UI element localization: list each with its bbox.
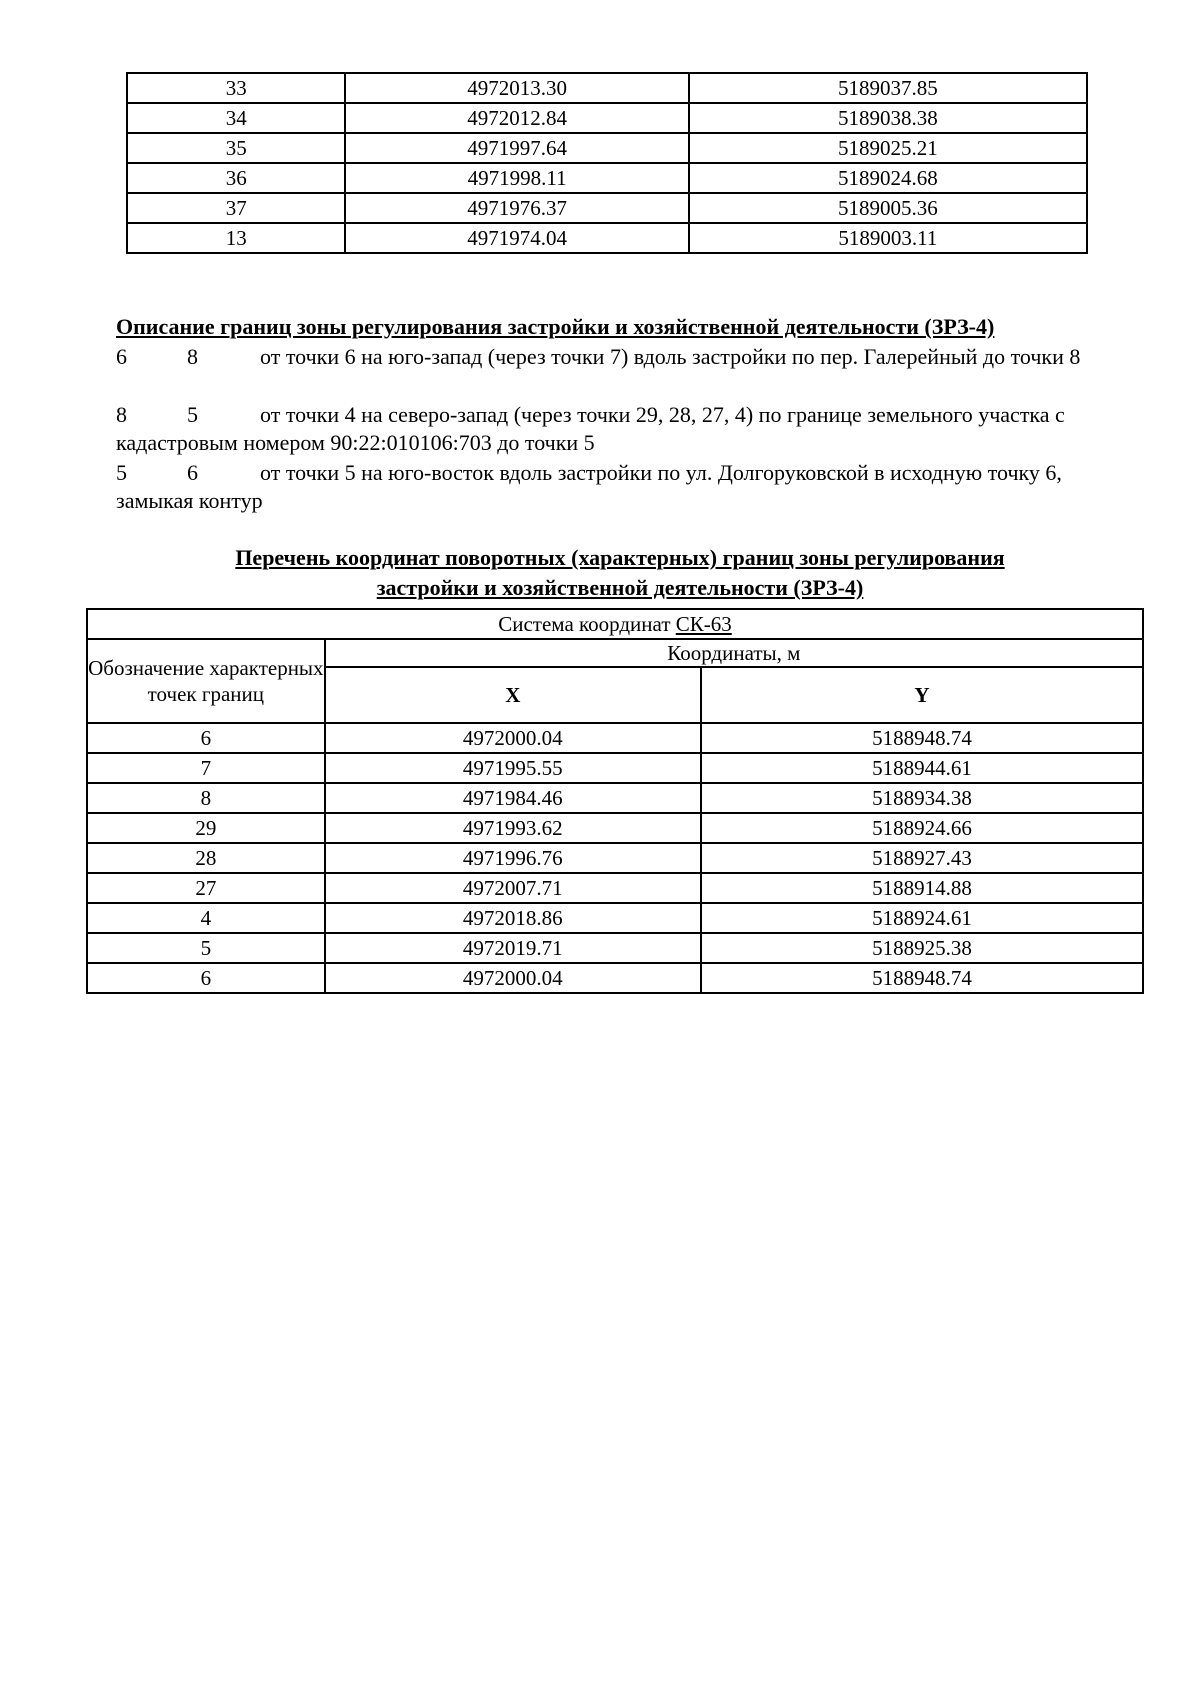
description-text: от точки 6 на юго-запад (через точки 7) вдоль застройки по пер. Галерейный до точки 8 bbox=[260, 344, 1081, 369]
y-cell: 5189003.11 bbox=[689, 223, 1087, 253]
description-row bbox=[116, 459, 1106, 515]
point-cell: 5 bbox=[87, 933, 325, 963]
y-cell: 5188925.38 bbox=[701, 933, 1143, 963]
point-cell: 4 bbox=[87, 903, 325, 933]
x-cell: 4971998.11 bbox=[345, 163, 688, 193]
y-cell: 5189024.68 bbox=[689, 163, 1087, 193]
x-cell: 4971995.55 bbox=[325, 753, 701, 783]
x-cell: 4972019.71 bbox=[325, 933, 701, 963]
y-cell: 5189038.38 bbox=[689, 103, 1087, 133]
table-body bbox=[87, 609, 1143, 993]
to-point: 6 bbox=[187, 460, 198, 485]
point-cell: 28 bbox=[87, 843, 325, 873]
x-header: X bbox=[325, 667, 701, 723]
x-cell: 4972013.30 bbox=[345, 73, 688, 103]
description-row bbox=[116, 401, 1106, 457]
point-cell: 35 bbox=[127, 133, 345, 163]
from-point: 6 bbox=[116, 344, 127, 369]
y-cell: 5188944.61 bbox=[701, 753, 1143, 783]
table-row bbox=[87, 723, 1143, 753]
y-cell: 5188924.61 bbox=[701, 903, 1143, 933]
table-row bbox=[87, 813, 1143, 843]
x-cell: 4971996.76 bbox=[325, 843, 701, 873]
point-label-header: Обозначение характерных точек границ bbox=[87, 639, 325, 723]
point-cell: 8 bbox=[87, 783, 325, 813]
y-cell: 5188927.43 bbox=[701, 843, 1143, 873]
to-point: 8 bbox=[187, 344, 198, 369]
y-cell: 5189005.36 bbox=[689, 193, 1087, 223]
coordinates-table bbox=[86, 608, 1144, 994]
point-cell: 29 bbox=[87, 813, 325, 843]
y-header: Y bbox=[701, 667, 1143, 723]
y-cell: 5188948.74 bbox=[701, 723, 1143, 753]
boundary-points-table-continued bbox=[126, 72, 1088, 254]
y-cell: 5189025.21 bbox=[689, 133, 1087, 163]
table-row bbox=[127, 163, 1087, 193]
coordinate-system-cell bbox=[87, 609, 1143, 639]
table-row bbox=[127, 193, 1087, 223]
coordinate-system-prefix: Система координат bbox=[498, 611, 676, 636]
table-row bbox=[127, 223, 1087, 253]
table-row bbox=[127, 73, 1087, 103]
table-row bbox=[127, 103, 1087, 133]
x-cell: 4971984.46 bbox=[325, 783, 701, 813]
point-cell: 34 bbox=[127, 103, 345, 133]
table-row bbox=[87, 753, 1143, 783]
y-cell: 5188948.74 bbox=[701, 963, 1143, 993]
description-title: Описание границ зоны регулирования застройки и хозяйственной деятельности (ЗРЗ-4) bbox=[116, 314, 995, 339]
x-cell: 4971997.64 bbox=[345, 133, 688, 163]
table-body bbox=[127, 73, 1087, 253]
y-cell: 5189037.85 bbox=[689, 73, 1087, 103]
point-cell: 33 bbox=[127, 73, 345, 103]
coords-list-title-line2: застройки и хозяйственной деятельности (ЗРЗ-4) bbox=[376, 575, 864, 600]
point-cell: 37 bbox=[127, 193, 345, 223]
description-text: от точки 5 на юго-восток вдоль застройки по ул. Долгоруковской в исходную точку 6, замыкая контур bbox=[116, 460, 1062, 513]
coords-header: Координаты, м bbox=[325, 639, 1143, 667]
x-cell: 4971974.04 bbox=[345, 223, 688, 253]
point-cell: 27 bbox=[87, 873, 325, 903]
from-point: 8 bbox=[116, 402, 127, 427]
table-row bbox=[87, 783, 1143, 813]
point-cell: 6 bbox=[87, 963, 325, 993]
x-cell: 4972018.86 bbox=[325, 903, 701, 933]
x-cell: 4972000.04 bbox=[325, 723, 701, 753]
description-row bbox=[116, 343, 1106, 371]
y-cell: 5188934.38 bbox=[701, 783, 1143, 813]
point-cell: 7 bbox=[87, 753, 325, 783]
table-row bbox=[87, 873, 1143, 903]
coords-list-title-line1: Перечень координат поворотных (характерных) границ зоны регулирования bbox=[235, 545, 1005, 570]
description-text: от точки 4 на северо-запад (через точки 29, 28, 27, 4) по границе земельного участка с кадастровым номером 90:22:010106:703 до точки 5 bbox=[116, 402, 1065, 455]
header-row-system bbox=[87, 609, 1143, 639]
from-point: 5 bbox=[116, 460, 127, 485]
table-row bbox=[87, 843, 1143, 873]
point-cell: 6 bbox=[87, 723, 325, 753]
x-cell: 4972007.71 bbox=[325, 873, 701, 903]
table-row bbox=[87, 963, 1143, 993]
x-cell: 4972012.84 bbox=[345, 103, 688, 133]
point-cell: 13 bbox=[127, 223, 345, 253]
table-row bbox=[127, 133, 1087, 163]
header-row-coords bbox=[87, 639, 1143, 667]
x-cell: 4971993.62 bbox=[325, 813, 701, 843]
x-cell: 4972000.04 bbox=[325, 963, 701, 993]
table-row bbox=[87, 933, 1143, 963]
table-row bbox=[87, 903, 1143, 933]
coordinate-system-name: СК-63 bbox=[675, 611, 732, 636]
y-cell: 5188924.66 bbox=[701, 813, 1143, 843]
y-cell: 5188914.88 bbox=[701, 873, 1143, 903]
point-cell: 36 bbox=[127, 163, 345, 193]
to-point: 5 bbox=[187, 402, 198, 427]
x-cell: 4971976.37 bbox=[345, 193, 688, 223]
